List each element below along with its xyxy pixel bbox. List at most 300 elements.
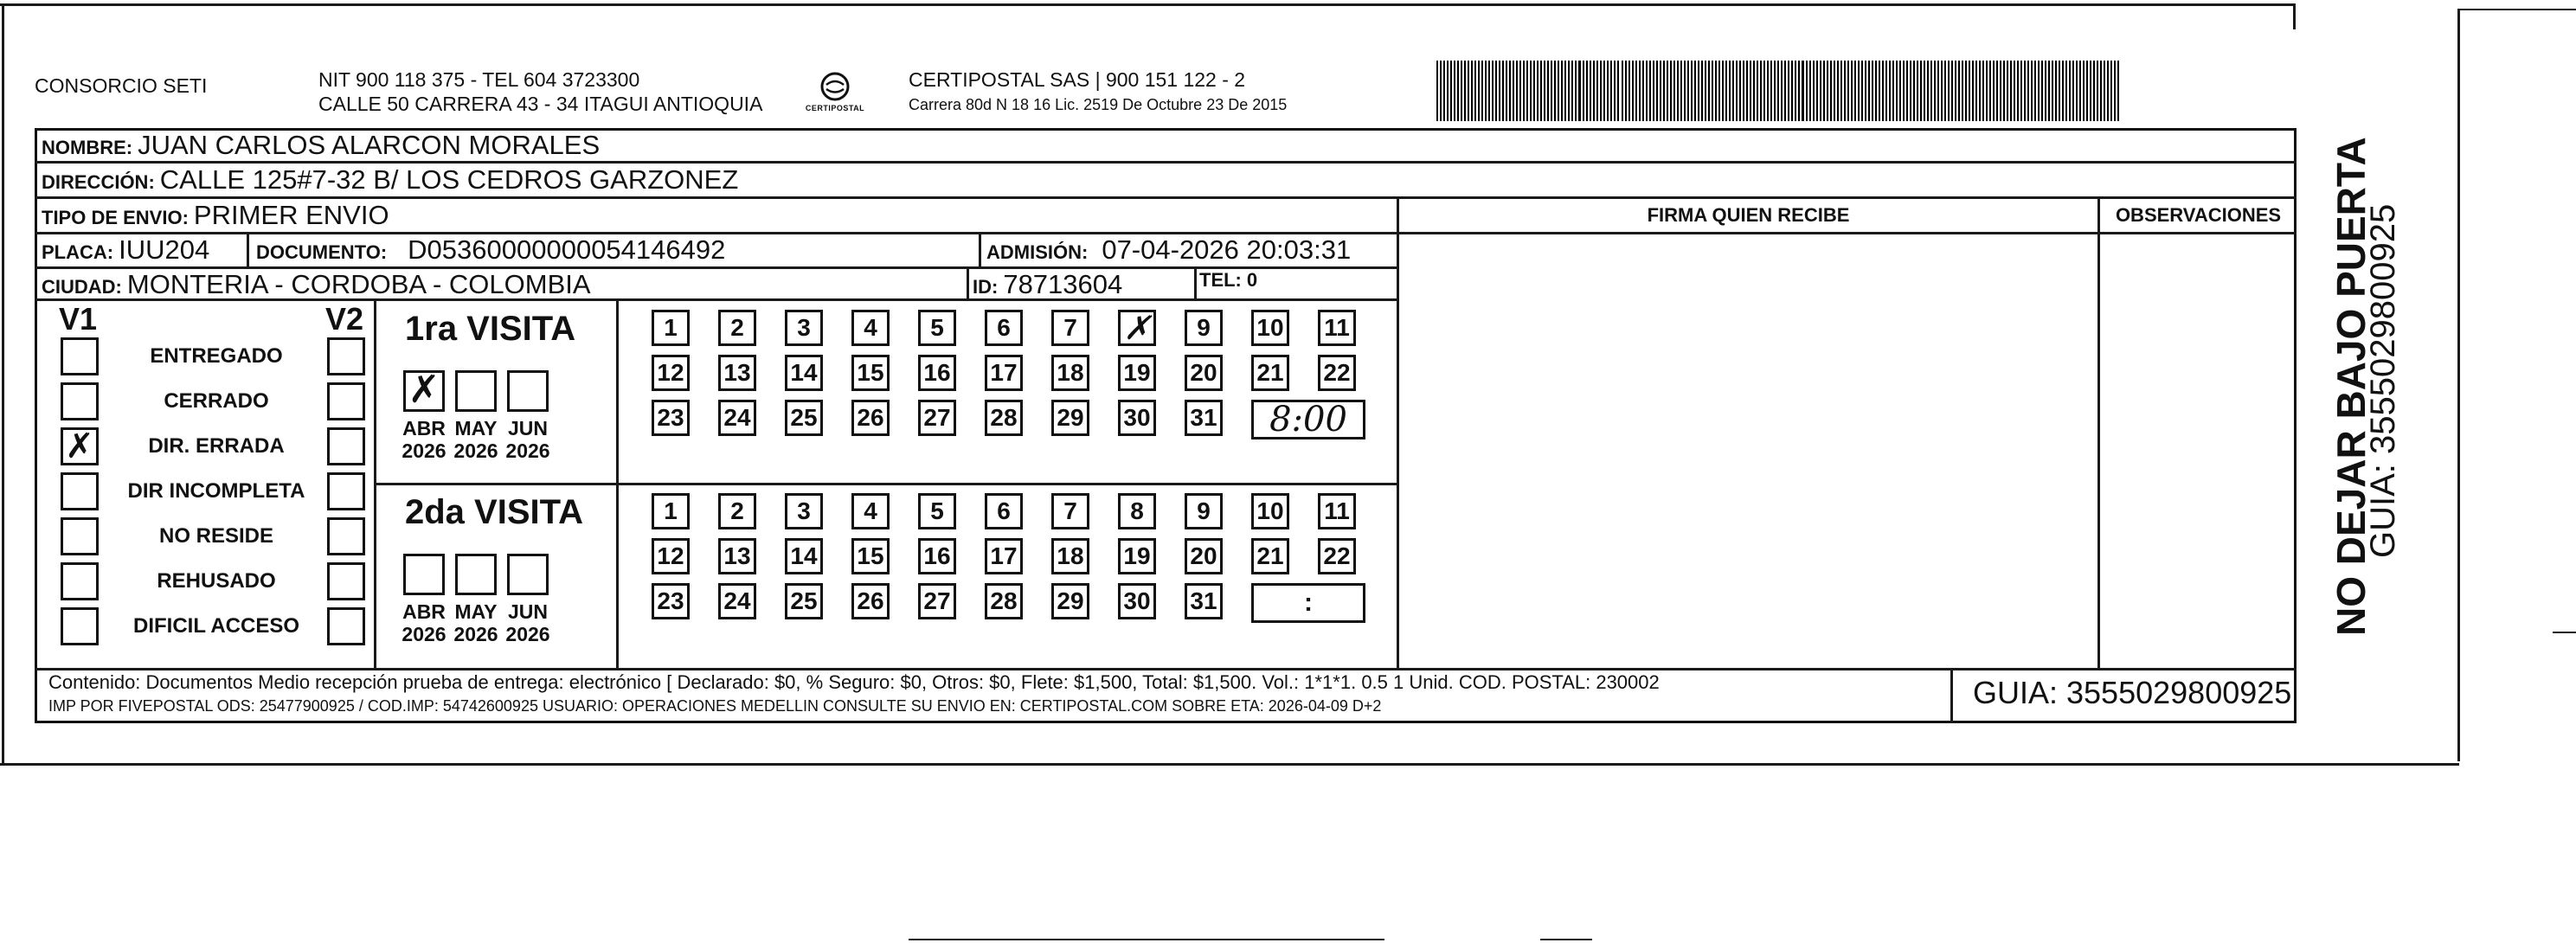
status-label: ENTREGADO (150, 344, 283, 368)
day-cell[interactable]: 16 (918, 538, 956, 574)
barcode-bar (1488, 61, 1490, 121)
barcode-bar (1443, 61, 1445, 121)
barcode-bar (1583, 61, 1584, 121)
barcode-bar (2076, 61, 2078, 121)
day-cell[interactable]: 26 (851, 400, 890, 436)
ciudad-value: MONTERIA - CORDOBA - COLOMBIA (126, 269, 591, 299)
day-cell[interactable]: 15 (851, 538, 890, 574)
barcode-bar (1622, 61, 1623, 121)
status-v2-checkbox[interactable] (327, 427, 365, 465)
observaciones-header: OBSERVACIONES (2115, 204, 2282, 226)
nombre-value: JUAN CARLOS ALARCON MORALES (138, 130, 601, 160)
year-label: 2026 (453, 623, 498, 645)
barcode (1436, 61, 2124, 121)
barcode-bar (1746, 61, 1748, 121)
day-cell[interactable]: 31 (1185, 583, 1223, 619)
day-cell[interactable]: 29 (1051, 400, 1089, 436)
barcode-bar (1649, 61, 1651, 121)
barcode-bar (2003, 61, 2005, 121)
barcode-bar (1596, 61, 1598, 121)
barcode-bar (1879, 61, 1880, 121)
barcode-bar (1610, 61, 1612, 121)
barcode-bar (1753, 61, 1755, 121)
day-cell[interactable]: 4 (851, 310, 890, 346)
barcode-bar (2045, 61, 2046, 121)
barcode-bar (1502, 61, 1504, 121)
day-cell[interactable]: 25 (785, 400, 823, 436)
barcode-bar (1791, 61, 1793, 121)
barcode-bar (1837, 61, 1839, 121)
day-cell[interactable]: 24 (718, 583, 756, 619)
day-cell[interactable]: 8 (1118, 493, 1156, 529)
day-cell[interactable]: 15 (851, 355, 890, 391)
barcode-bar (1660, 61, 1661, 121)
barcode-bar (1763, 61, 1765, 121)
barcode-bar (1468, 61, 1469, 121)
barcode-bar (1440, 61, 1442, 121)
day-cell[interactable]: 4 (851, 493, 890, 529)
day-cell[interactable]: 12 (652, 355, 690, 391)
id-label: ID: (973, 276, 999, 298)
barcode-bar (1530, 61, 1532, 121)
barcode-bar (1526, 61, 1528, 121)
logo-text: CERTIPOSTAL (805, 104, 865, 112)
barcode-bar (1729, 61, 1731, 121)
barcode-bar (1958, 61, 1960, 121)
day-cell[interactable]: 12 (652, 538, 690, 574)
barcode-bar (1718, 61, 1720, 121)
barcode-bar (1639, 61, 1641, 121)
time-field[interactable]: 8:00 (1251, 400, 1365, 439)
day-cell[interactable]: 5 (918, 310, 956, 346)
barcode-bar (1673, 61, 1675, 121)
barcode-bar (2117, 61, 2119, 121)
barcode-bar (1607, 61, 1609, 121)
barcode-bar (2014, 61, 2015, 121)
day-cell[interactable]: 14 (785, 355, 823, 391)
day-cell[interactable]: 24 (718, 400, 756, 436)
barcode-bar (1840, 61, 1842, 121)
day-cell[interactable]: 13 (718, 538, 756, 574)
ciudad-label: CIUDAD: (42, 276, 122, 298)
barcode-bar (1993, 61, 1995, 121)
day-cell[interactable]: 23 (652, 400, 690, 436)
day-cell[interactable]: 14 (785, 538, 823, 574)
day-cell[interactable]: 28 (985, 583, 1023, 619)
documento-value: D05360000000054146492 (408, 234, 726, 265)
sender-nit: NIT 900 118 375 - TEL 604 3723300 (318, 68, 640, 91)
day-cell[interactable]: 16 (918, 355, 956, 391)
month-label: JUN (507, 417, 548, 439)
frame-bottom-line (0, 763, 2459, 766)
barcode-bar (2097, 61, 2098, 121)
day-cell[interactable]: 22 (1318, 355, 1356, 391)
frame-right-panel-line (2457, 9, 2460, 761)
barcode-bar (1600, 61, 1602, 121)
barcode-bar (2020, 61, 2022, 121)
barcode-bar (1635, 61, 1637, 121)
v1-header: V1 (59, 301, 98, 337)
barcode-bar (1865, 61, 1866, 121)
footer-guia: GUIA: 3555029800925 (1973, 675, 2292, 710)
barcode-bar (1989, 61, 1991, 121)
day-cell[interactable]: 22 (1318, 538, 1356, 574)
day-cell[interactable]: 20 (1185, 538, 1223, 574)
barcode-bar (1910, 61, 1911, 121)
status-v1-checkbox[interactable] (61, 517, 99, 555)
day-cell[interactable]: 29 (1051, 583, 1089, 619)
barcode-bar (2093, 61, 2095, 121)
barcode-bar (1955, 61, 1956, 121)
barcode-bar (1509, 61, 1511, 121)
barcode-bar (1920, 61, 1922, 121)
status-v1-checkbox[interactable]: ✗ (61, 427, 99, 465)
status-v2-checkbox[interactable] (327, 337, 365, 375)
day-cell[interactable]: 18 (1051, 355, 1089, 391)
barcode-bar (1906, 61, 1908, 121)
barcode-bar (1492, 61, 1494, 121)
status-label: REHUSADO (157, 569, 276, 593)
tipo-value: PRIMER ENVIO (193, 200, 389, 230)
day-cell[interactable]: 11 (1318, 493, 1356, 529)
tel-row (1199, 269, 1257, 292)
barcode-bar (1561, 61, 1563, 121)
barcode-bars (1436, 61, 2124, 121)
barcode-bar (1885, 61, 1887, 121)
barcode-bar (1554, 61, 1556, 121)
barcode-bar (1506, 61, 1507, 121)
barcode-bar (1975, 61, 1977, 121)
barcode-bar (1547, 61, 1549, 121)
barcode-bar (1965, 61, 1967, 121)
day-cell[interactable]: 2 (718, 493, 756, 529)
day-cell[interactable]: 1 (652, 310, 690, 346)
month-checkbox[interactable] (455, 554, 497, 595)
day-cell[interactable]: 27 (918, 583, 956, 619)
barcode-bar (1930, 61, 1932, 121)
barcode-bar (1872, 61, 1873, 121)
barcode-bar (1667, 61, 1668, 121)
month-checkbox[interactable] (403, 554, 445, 595)
barcode-bar (2055, 61, 2057, 121)
side-guia: GUIA: 3555029800925 (2364, 203, 2402, 558)
barcode-bar (1951, 61, 1953, 121)
placa-label: PLACA: (42, 241, 114, 263)
barcode-bar (1809, 61, 1811, 121)
barcode-bar (1519, 61, 1521, 121)
day-cell[interactable]: 19 (1118, 538, 1156, 574)
day-cell[interactable]: 7 (1051, 310, 1089, 346)
barcode-bar (1593, 61, 1595, 121)
barcode-bar (1913, 61, 1915, 121)
barcode-bar (1603, 61, 1605, 121)
day-cell[interactable]: 20 (1185, 355, 1223, 391)
day-cell[interactable]: 1 (652, 493, 690, 529)
v-status-visit (374, 299, 376, 670)
barcode-bar (1986, 61, 1988, 121)
barcode-bar (1474, 61, 1476, 121)
status-v2-checkbox[interactable] (327, 382, 365, 420)
barcode-bar (1844, 61, 1846, 121)
status-label: DIR. ERRADA (148, 434, 285, 458)
day-cell[interactable]: 17 (985, 538, 1023, 574)
barcode-bar (1684, 61, 1686, 121)
barcode-bar (2031, 61, 2033, 121)
ciudad-row (42, 269, 591, 300)
barcode-bar (1537, 61, 1539, 121)
barcode-bar (1816, 61, 1818, 121)
barcode-bar (1478, 61, 1480, 121)
barcode-bar (1523, 61, 1525, 121)
v-obs-left (2097, 196, 2100, 670)
barcode-bar (1851, 61, 1853, 121)
day-cell[interactable]: 3 (785, 493, 823, 529)
barcode-bar (1701, 61, 1703, 121)
company-name: CERTIPOSTAL SAS | 900 151 122 - 2 (909, 68, 1246, 91)
v-doc-adm (979, 232, 981, 266)
barcode-bar (1806, 61, 1808, 121)
status-v2-checkbox[interactable] (327, 517, 365, 555)
month-label: JUN (507, 600, 548, 623)
time-field[interactable]: : (1251, 583, 1365, 623)
day-cell[interactable]: 30 (1118, 400, 1156, 436)
barcode-bar (1784, 61, 1786, 121)
barcode-bar (1705, 61, 1706, 121)
day-cell[interactable]: 28 (985, 400, 1023, 436)
barcode-bar (1544, 61, 1545, 121)
v2-header: V2 (325, 301, 364, 337)
barcode-bar (1464, 61, 1466, 121)
certipostal-logo (800, 69, 870, 118)
tipo-row (42, 200, 389, 231)
month-label: MAY (454, 417, 498, 439)
barcode-bar (1899, 61, 1901, 121)
status-label: DIR INCOMPLETA (127, 479, 305, 503)
barcode-bar (2052, 61, 2053, 121)
day-cell[interactable]: 3 (785, 310, 823, 346)
barcode-bar (1708, 61, 1710, 121)
barcode-bar (1917, 61, 1918, 121)
day-cell[interactable]: 10 (1251, 310, 1289, 346)
barcode-bar (1670, 61, 1672, 121)
barcode-bar (1725, 61, 1727, 121)
day-cell[interactable]: 27 (918, 400, 956, 436)
barcode-bar (2065, 61, 2067, 121)
barcode-bar (1820, 61, 1821, 121)
barcode-bar (1736, 61, 1738, 121)
day-cell[interactable]: 7 (1051, 493, 1089, 529)
barcode-bar (2114, 61, 2116, 121)
barcode-bar (2024, 61, 2026, 121)
direccion-row (42, 164, 738, 196)
barcode-bar (2000, 61, 2001, 121)
barcode-bar (1889, 61, 1891, 121)
day-cell[interactable]: 5 (918, 493, 956, 529)
status-v1-checkbox[interactable] (61, 472, 99, 510)
barcode-bar (1795, 61, 1796, 121)
day-cell[interactable]: 17 (985, 355, 1023, 391)
barcode-bar (1495, 61, 1497, 121)
month-checkbox[interactable] (507, 554, 549, 595)
day-cell[interactable]: 21 (1251, 538, 1289, 574)
barcode-bar (2038, 61, 2040, 121)
barcode-bar (1788, 61, 1789, 121)
barcode-bar (1533, 61, 1535, 121)
barcode-bar (1982, 61, 1984, 121)
barcode-bar (1625, 61, 1627, 121)
month-label: MAY (454, 600, 498, 623)
day-cell[interactable]: 21 (1251, 355, 1289, 391)
barcode-bar (1590, 61, 1591, 121)
day-cell[interactable]: 13 (718, 355, 756, 391)
scan-mark-1 (909, 939, 1384, 940)
visit-title: 2da VISITA (405, 493, 583, 531)
year-label: 2026 (401, 623, 446, 645)
barcode-bar (1941, 61, 1943, 121)
barcode-bar (1712, 61, 1713, 121)
tel-value: 0 (1246, 269, 1258, 291)
v-placa-doc (247, 232, 249, 266)
month-checkbox[interactable] (507, 370, 549, 412)
barcode-bar (2034, 61, 2036, 121)
barcode-bar (2104, 61, 2105, 121)
day-cell[interactable]: 10 (1251, 493, 1289, 529)
barcode-bar (1715, 61, 1717, 121)
day-cell[interactable]: 18 (1051, 538, 1089, 574)
barcode-bar (1924, 61, 1925, 121)
day-cell[interactable]: 31 (1185, 400, 1223, 436)
barcode-bar (1614, 61, 1616, 121)
barcode-bar (1743, 61, 1744, 121)
barcode-bar (1653, 61, 1654, 121)
status-v2-checkbox[interactable] (327, 607, 365, 645)
barcode-bar (2010, 61, 2012, 121)
day-cell[interactable]: 6 (985, 493, 1023, 529)
admision-label: ADMISIÓN: (986, 241, 1089, 263)
admision-row (986, 234, 1351, 266)
nombre-row (42, 130, 600, 161)
barcode-bar (1868, 61, 1870, 121)
barcode-bar (1540, 61, 1542, 121)
day-cell[interactable]: 19 (1118, 355, 1156, 391)
barcode-bar (1830, 61, 1832, 121)
barcode-bar (1823, 61, 1825, 121)
barcode-bar (1617, 61, 1619, 121)
firma-header: FIRMA QUIEN RECIBE (1647, 204, 1850, 226)
month-checkbox[interactable] (455, 370, 497, 412)
barcode-bar (1568, 61, 1570, 121)
barcode-bar (1767, 61, 1769, 121)
status-v2-checkbox[interactable] (327, 472, 365, 510)
barcode-bar (1996, 61, 1998, 121)
barcode-bar (1656, 61, 1658, 121)
barcode-bar (2027, 61, 2029, 121)
day-cell[interactable]: 11 (1318, 310, 1356, 346)
barcode-bar (1694, 61, 1696, 121)
side-warning: NO DEJAR BAJO PUERTA (2329, 137, 2374, 636)
day-cell[interactable]: 26 (851, 583, 890, 619)
day-cell[interactable]: 2 (718, 310, 756, 346)
day-cell[interactable]: 9 (1185, 493, 1223, 529)
barcode-bar (2007, 61, 2008, 121)
barcode-bar (1979, 61, 1981, 121)
barcode-bar (2059, 61, 2060, 121)
status-v1-checkbox[interactable] (61, 382, 99, 420)
barcode-bar (1834, 61, 1835, 121)
barcode-bar (2110, 61, 2112, 121)
barcode-bar (1875, 61, 1877, 121)
barcode-bar (1927, 61, 1929, 121)
footer-line-1: Contenido: Documentos Medio recepción prueba de entrega: electrónico [ Declarado: $0, % Seguro: $0, Otros: $0, Flete: $1,500, Total: $1,500. Vol.: 1*1*1. 0.5 1 Unid. COD. POSTAL: 230002 (48, 671, 1660, 693)
barcode-bar (1802, 61, 1804, 121)
barcode-bar (1739, 61, 1741, 121)
company-license: Carrera 80d N 18 16 Lic. 2519 De Octubre 23 De 2015 (909, 96, 1288, 113)
barcode-bar (2079, 61, 2081, 121)
status-label: NO RESIDE (158, 524, 274, 548)
barcode-bar (1680, 61, 1682, 121)
barcode-bar (1578, 61, 1581, 121)
year-label: 2026 (505, 623, 550, 645)
barcode-bar (2086, 61, 2088, 121)
barcode-bar (1854, 61, 1856, 121)
month-label: ABR (402, 417, 446, 439)
day-cell[interactable]: 6 (985, 310, 1023, 346)
v-id-tel (1194, 266, 1197, 299)
status-v1-checkbox[interactable] (61, 562, 99, 600)
day-cell[interactable]: 23 (652, 583, 690, 619)
v-firma-left (1397, 196, 1399, 670)
barcode-bar (1858, 61, 1860, 121)
day-cell[interactable]: 9 (1185, 310, 1223, 346)
status-v1-checkbox[interactable] (61, 337, 99, 375)
barcode-bar (1798, 61, 1800, 121)
status-v1-checkbox[interactable] (61, 607, 99, 645)
barcode-bar (1969, 61, 1970, 121)
placa-value: IUU204 (119, 234, 210, 265)
tipo-label: TIPO DE ENVIO: (42, 207, 189, 228)
barcode-bar (1551, 61, 1552, 121)
day-cell[interactable]: ✗ (1118, 310, 1156, 346)
barcode-bar (2100, 61, 2102, 121)
barcode-bar (1827, 61, 1828, 121)
barcode-bar (1774, 61, 1776, 121)
frame-top-line (0, 3, 2293, 6)
barcode-bar (1934, 61, 1936, 121)
frame-right-stub-top (2293, 3, 2296, 29)
month-checkbox[interactable]: ✗ (403, 370, 445, 412)
barcode-bar (1882, 61, 1884, 121)
documento-row (256, 234, 725, 266)
barcode-bar (1447, 61, 1449, 121)
barcode-bar (2069, 61, 2071, 121)
barcode-bar (1722, 61, 1724, 121)
barcode-bar (1813, 61, 1815, 121)
status-v2-checkbox[interactable] (327, 562, 365, 600)
barcode-bar (1632, 61, 1634, 121)
barcode-bar (1896, 61, 1898, 121)
direccion-label: DIRECCIÓN: (42, 171, 155, 193)
barcode-bar (1698, 61, 1699, 121)
id-row (973, 269, 1122, 300)
placa-row (42, 234, 209, 266)
frame-left-line (2, 3, 4, 765)
day-cell[interactable]: 30 (1118, 583, 1156, 619)
day-cell[interactable]: 25 (785, 583, 823, 619)
barcode-bar (1558, 61, 1559, 121)
barcode-bar (1571, 61, 1573, 121)
year-label: 2026 (453, 439, 498, 462)
barcode-bar (1513, 61, 1514, 121)
